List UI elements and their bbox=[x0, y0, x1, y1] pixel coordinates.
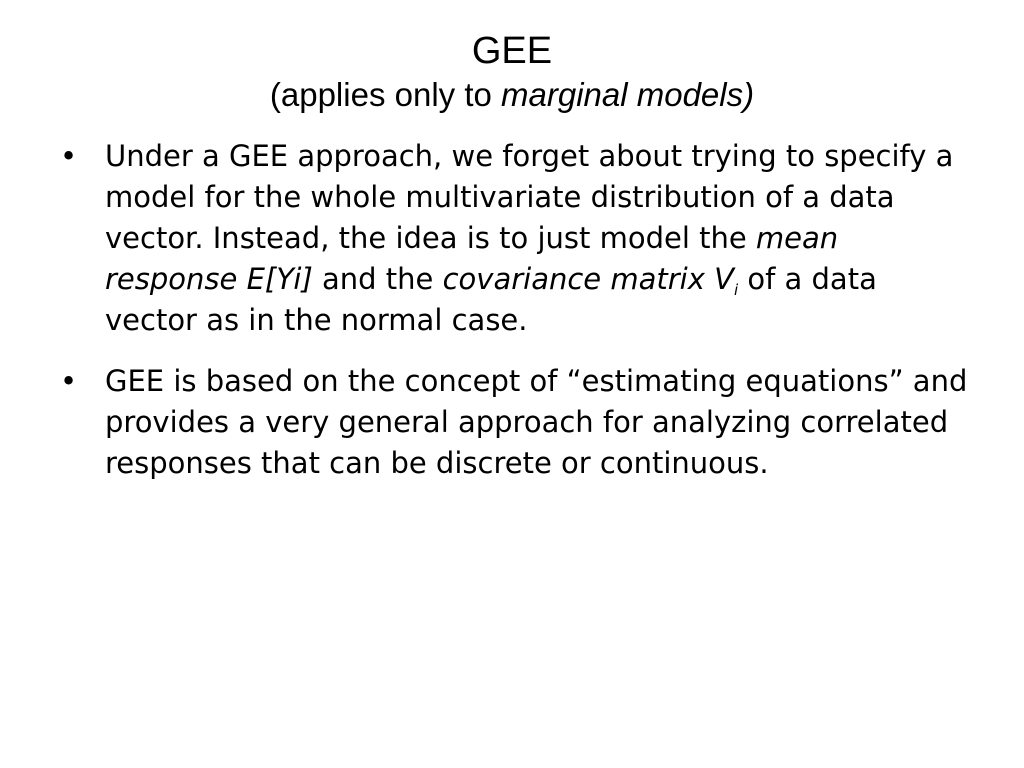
subtitle-emphasis: marginal models) bbox=[501, 76, 755, 113]
subtitle-prefix: (applies only to bbox=[269, 76, 502, 113]
bullet-text-1-mean-response: mean response E[Yi] bbox=[105, 221, 839, 296]
bullet-text-1-part-1: Under a GEE approach, we forget about trying to specify a model for the whole multivariate distribution of a data vector. Instead, the idea is to just model the bbox=[105, 139, 954, 255]
bullet-text-1-part-5: of a data vector as in the normal case. bbox=[105, 262, 877, 337]
slide-title-block bbox=[0, 28, 1024, 116]
bullet-text-2: GEE is based on the concept of “estimating equations” and provides a very general approach for analyzing correlated responses that can be discrete or continuous. bbox=[105, 364, 968, 480]
bullet-marker: • bbox=[60, 139, 78, 173]
bullet-item-1 bbox=[56, 136, 976, 341]
slide-title: GEE bbox=[471, 30, 553, 72]
slide-body bbox=[56, 136, 976, 504]
bullet-text-1-covariance-matrix bbox=[442, 262, 739, 299]
covariance-matrix-text: covariance matrix V bbox=[442, 262, 734, 296]
bullet-marker: • bbox=[60, 364, 78, 398]
bullet-text-1-part-3: and the bbox=[312, 262, 443, 296]
covariance-subscript: i bbox=[733, 281, 739, 299]
bullet-item-2 bbox=[56, 361, 976, 484]
slide-subtitle bbox=[0, 74, 1024, 116]
